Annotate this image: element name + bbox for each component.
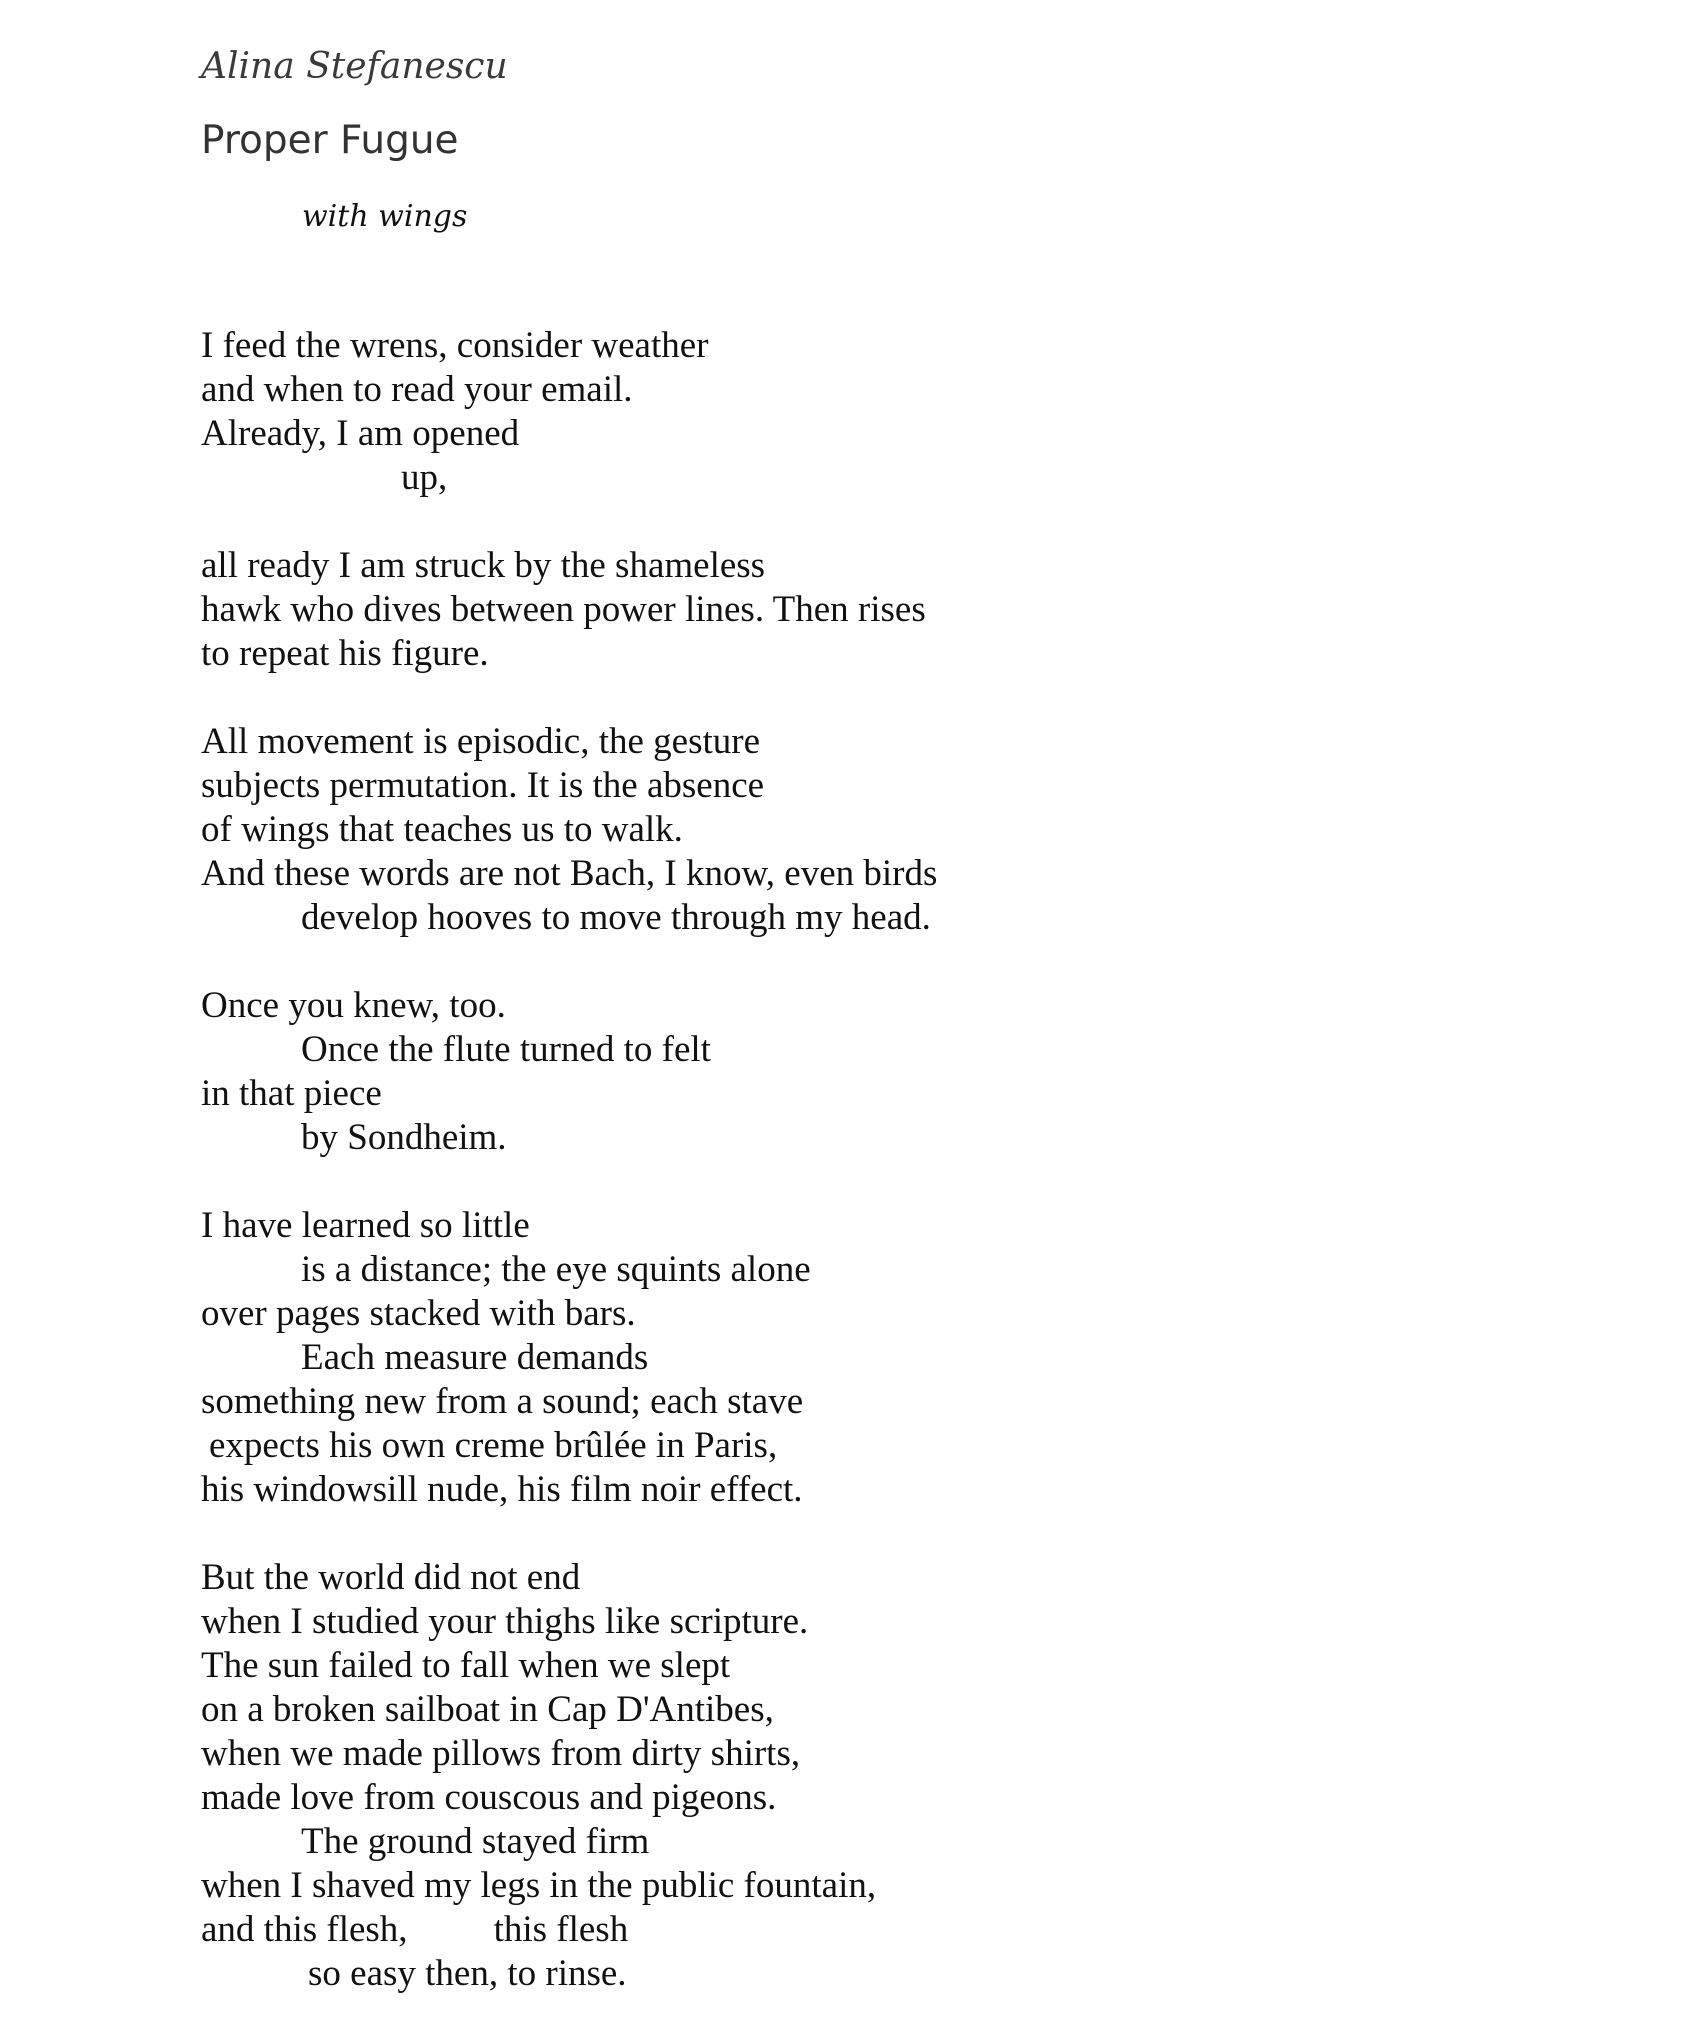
author-name: Alina Stefanescu (201, 46, 508, 87)
poem-line: by Sondheim. (301, 1117, 507, 1158)
poem-line: I have learned so little (201, 1205, 530, 1246)
poem-line: and when to read your email. (201, 369, 633, 410)
poem-line-part: this flesh (493, 1909, 629, 1950)
poem-line: over pages stacked with bars. (201, 1293, 636, 1334)
poem-line: when we made pillows from dirty shirts, (201, 1733, 801, 1774)
poem-line: And these words are not Bach, I know, even birds (201, 853, 938, 894)
poem-line: his windowsill nude, his film noir effect. (201, 1469, 803, 1510)
poem-line (201, 1908, 937, 1952)
poem-line: I feed the wrens, consider weather (201, 325, 709, 366)
stanza (201, 324, 937, 500)
poem-line: hawk who dives between power lines. Then rises (201, 589, 926, 630)
poem-line: on a broken sailboat in Cap D'Antibes, (201, 1689, 774, 1730)
poem-dedication: with wings (302, 199, 468, 234)
stanza (201, 1556, 937, 1996)
poem-line: to repeat his figure. (201, 633, 489, 674)
poem-line: Once you knew, too. (201, 985, 506, 1026)
poem-line: The ground stayed firm (301, 1821, 650, 1862)
poem-title: Proper Fugue (201, 118, 459, 163)
poem-line: something new from a sound; each stave (201, 1381, 804, 1422)
poem-line: expects his own creme brûlée in Paris, (209, 1425, 778, 1466)
stanza (201, 720, 937, 940)
poem-body (201, 324, 937, 2040)
poem-line: all ready I am struck by the shameless (201, 545, 766, 586)
poem-line: of wings that teaches us to walk. (201, 809, 683, 850)
poem-line: All movement is episodic, the gesture (201, 721, 760, 762)
stanza (201, 984, 937, 1160)
poem-line: subjects permutation. It is the absence (201, 765, 765, 806)
poem-line: The sun failed to fall when we slept (201, 1645, 731, 1686)
stanza (201, 1204, 937, 1512)
poem-line: Each measure demands (301, 1337, 649, 1378)
poem-line: Already, I am opened (201, 413, 520, 454)
poem-line: is a distance; the eye squints alone (301, 1249, 811, 1290)
poem-line: when I shaved my legs in the public fountain, (201, 1865, 877, 1906)
poem-line: so easy then, to rinse. (308, 1953, 627, 1994)
poem-line: in that piece (201, 1073, 382, 1114)
poem-line: But the world did not end (201, 1557, 581, 1598)
poem-line-part: and this flesh, (201, 1909, 408, 1950)
poem-line: up, (401, 457, 448, 498)
poem-line: when I studied your thighs like scripture. (201, 1601, 809, 1642)
stanza (201, 544, 937, 676)
poem-line: made love from couscous and pigeons. (201, 1777, 777, 1818)
poem-line: Once the flute turned to felt (301, 1029, 711, 1070)
poem-line: develop hooves to move through my head. (301, 897, 931, 938)
